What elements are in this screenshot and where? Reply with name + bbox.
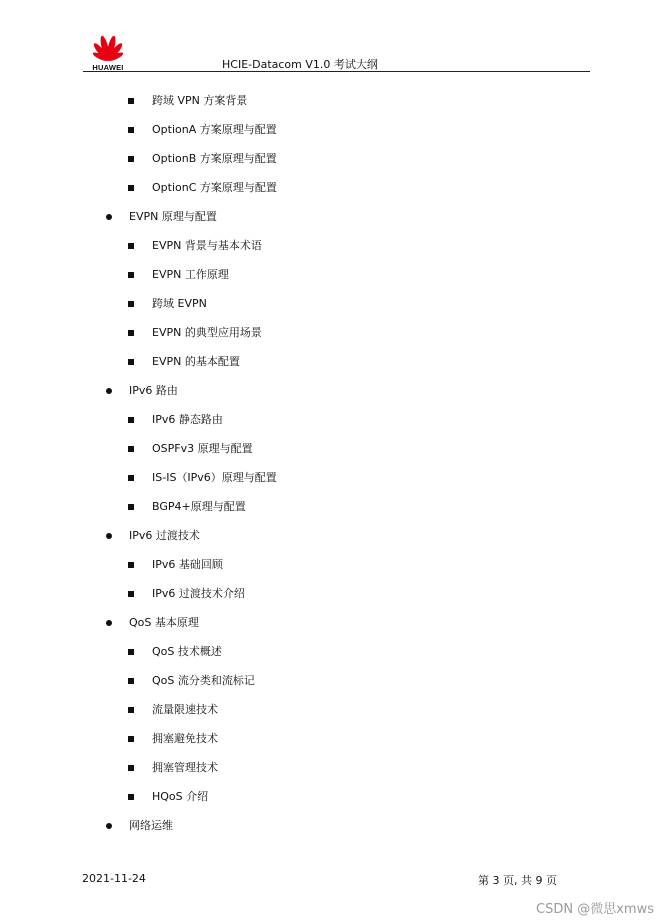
outline-item-label: IS-IS（IPv6）原理与配置 [152,471,277,484]
huawei-logo [86,30,130,72]
outline-subitem [0,318,670,347]
outline-item-label: EVPN 的基本配置 [152,355,240,368]
outline-section-item [0,608,670,637]
outline-subitem [0,666,670,695]
outline-item-label: EVPN 原理与配置 [129,210,217,223]
outline-subitem [0,347,670,376]
bullet-square-icon [126,289,136,318]
outline-section-item [0,202,670,231]
logo-wordmark: HUAWEI [92,63,124,72]
outline-item-label: OptionA 方案原理与配置 [152,123,277,136]
header-divider [83,71,590,72]
bullet-dot-icon [104,811,114,840]
outline-subitem [0,86,670,115]
outline-item-label: IPv6 过渡技术介绍 [152,587,245,600]
outline-subitem [0,144,670,173]
outline-item-label: EVPN 工作原理 [152,268,229,281]
bullet-square-icon [126,782,136,811]
bullet-square-icon [126,492,136,521]
bullet-square-icon [126,666,136,695]
outline-item-label: OSPFv3 原理与配置 [152,442,253,455]
bullet-square-icon [126,550,136,579]
outline-subitem [0,782,670,811]
footer-page-number: 第 3 页, 共 9 页 [478,874,557,887]
outline-item-label: IPv6 过渡技术 [129,529,200,542]
syllabus-outline [0,86,670,840]
bullet-square-icon [126,231,136,260]
outline-item-label: QoS 技术概述 [152,645,222,658]
bullet-square-icon [126,144,136,173]
bullet-square-icon [126,434,136,463]
csdn-watermark: CSDN @微思xmws [536,902,654,917]
outline-subitem [0,463,670,492]
outline-subitem [0,434,670,463]
outline-section-item [0,376,670,405]
outline-item-label: 拥塞避免技术 [152,732,218,745]
outline-item-label: 网络运维 [129,819,173,832]
outline-subitem [0,753,670,782]
outline-section-item [0,811,670,840]
outline-item-label: 跨域 EVPN [152,297,207,310]
outline-item-label: EVPN 背景与基本术语 [152,239,262,252]
bullet-square-icon [126,637,136,666]
outline-item-label: EVPN 的典型应用场景 [152,326,262,339]
bullet-square-icon [126,753,136,782]
bullet-dot-icon [104,608,114,637]
bullet-square-icon [126,318,136,347]
outline-subitem [0,115,670,144]
outline-subitem [0,724,670,753]
outline-item-label: 跨域 VPN 方案背景 [152,94,248,107]
outline-subitem [0,260,670,289]
footer-date: 2021-11-24 [82,872,146,885]
bullet-square-icon [126,579,136,608]
bullet-square-icon [126,695,136,724]
outline-subitem [0,231,670,260]
outline-subitem [0,695,670,724]
bullet-square-icon [126,173,136,202]
outline-item-label: QoS 流分类和流标记 [152,674,255,687]
outline-subitem [0,550,670,579]
outline-subitem [0,637,670,666]
bullet-square-icon [126,405,136,434]
bullet-square-icon [126,260,136,289]
outline-item-label: IPv6 基础回顾 [152,558,223,571]
outline-subitem [0,289,670,318]
outline-item-label: IPv6 路由 [129,384,178,397]
outline-subitem [0,492,670,521]
outline-item-label: HQoS 介绍 [152,790,209,803]
bullet-dot-icon [104,202,114,231]
outline-subitem [0,173,670,202]
document-header-title: HCIE-Datacom V1.0 考试大纲 [222,58,378,71]
bullet-dot-icon [104,521,114,550]
outline-item-label: 拥塞管理技术 [152,761,218,774]
outline-subitem [0,405,670,434]
bullet-square-icon [126,724,136,753]
outline-item-label: IPv6 静态路由 [152,413,223,426]
outline-item-label: QoS 基本原理 [129,616,199,629]
bullet-square-icon [126,86,136,115]
outline-item-label: OptionB 方案原理与配置 [152,152,277,165]
outline-subitem [0,579,670,608]
outline-section-item [0,521,670,550]
bullet-dot-icon [104,376,114,405]
bullet-square-icon [126,115,136,144]
bullet-square-icon [126,463,136,492]
outline-item-label: OptionC 方案原理与配置 [152,181,277,194]
outline-item-label: 流量限速技术 [152,703,218,716]
huawei-petals-icon [86,30,130,62]
bullet-square-icon [126,347,136,376]
outline-item-label: BGP4+原理与配置 [152,500,246,513]
